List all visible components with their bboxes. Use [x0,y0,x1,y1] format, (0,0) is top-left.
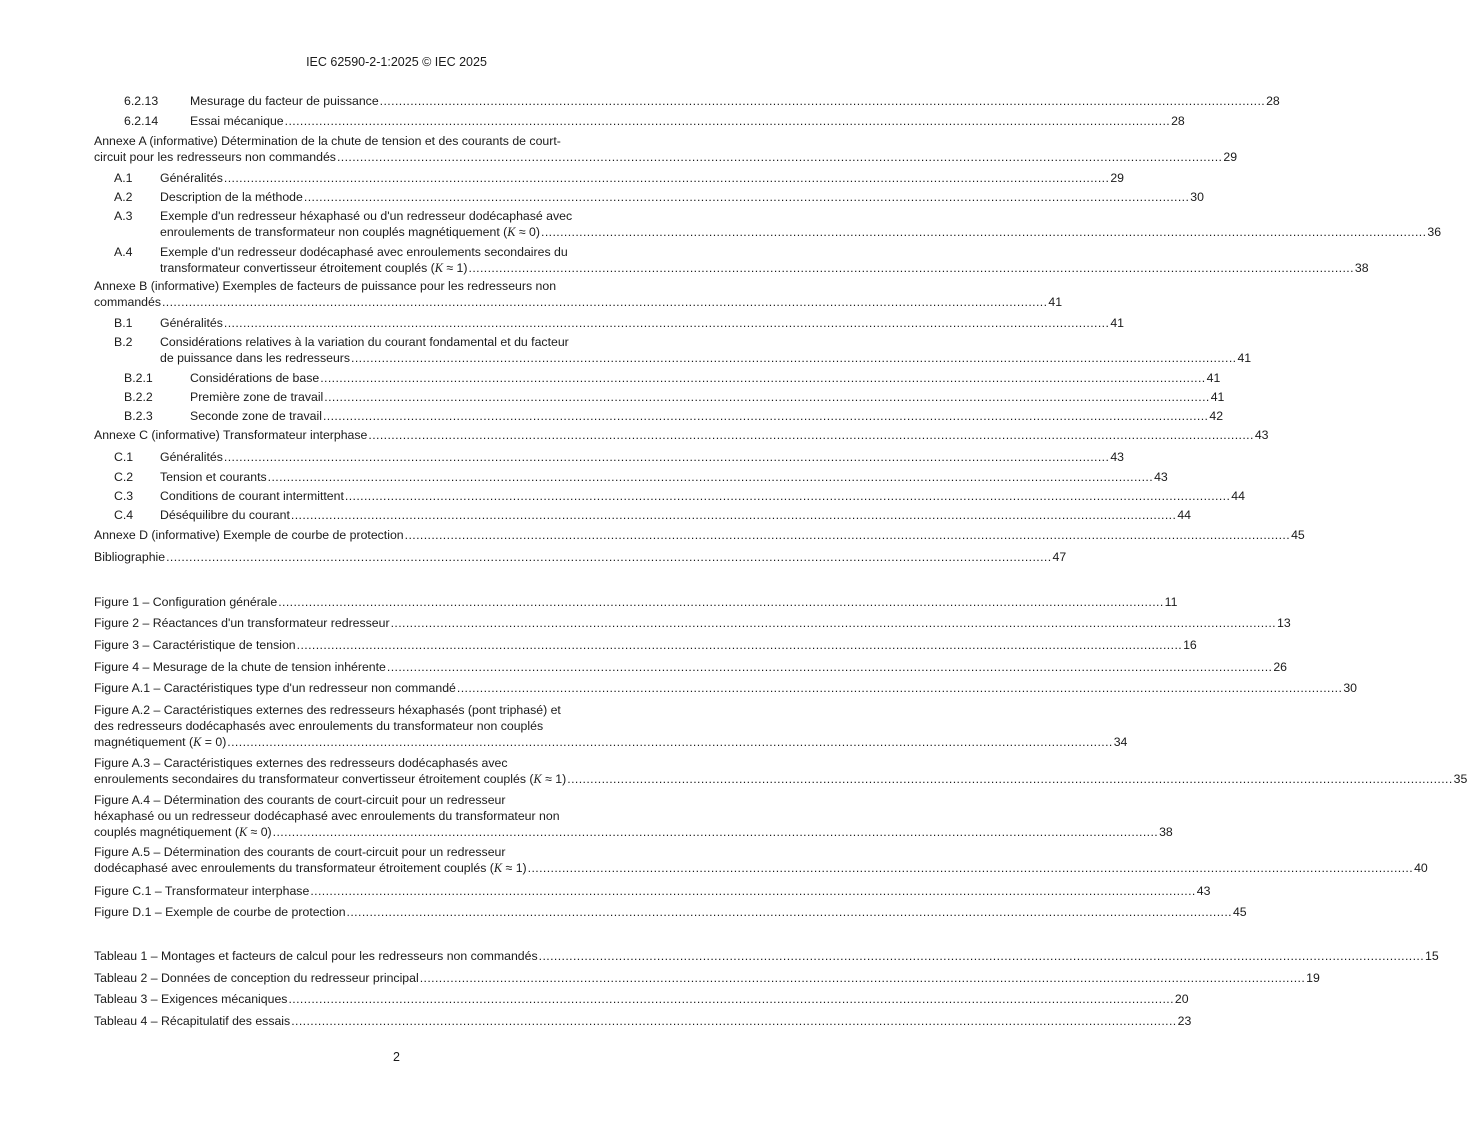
dot-leader [227,735,1112,750]
dot-leader [541,225,1426,240]
page-reference[interactable]: 43 [1154,470,1168,484]
entry-title-line: commandés [94,295,161,309]
page-reference[interactable]: 41 [1206,371,1221,385]
dot-leader [345,489,1230,504]
entry-number: B.2.3 [124,409,153,423]
entry-title-line: de puissance dans les redresseurs [160,351,351,365]
entry-title-line: Exemple d'un redresseur dodécaphasé avec enroulements secondaires du [160,245,568,259]
entry-title [94,703,1127,750]
dot-leader [278,595,1163,610]
entry-number: A.2 [114,190,133,204]
dot-leader [285,114,1170,129]
entry-title [160,209,1441,240]
entry-title [160,508,1191,523]
entry-title [94,793,1173,840]
page-reference[interactable]: 36 [1427,225,1442,239]
entry-title-line: couplés magnétiquement (K ≈ 0) [94,825,272,839]
dot-leader [268,470,1153,485]
variable-k: K [533,772,542,786]
toc-entry[interactable] [94,550,1067,565]
dot-leader [420,971,1305,986]
toc-entry[interactable] [94,134,1238,165]
variable-k: K [434,261,443,275]
entry-title [190,390,1224,405]
page-number: 2 [393,1050,400,1064]
entry-title-line: Figure 1 – Configuration générale [94,595,278,609]
entry-title-line: dodécaphasé avec enroulements du transformateur étroitement couplés (K ≈ 1) [94,861,527,875]
toc-entry[interactable] [94,508,1191,523]
toc-entry[interactable] [94,94,1280,109]
entry-number: A.4 [114,245,133,259]
entry-title-line: magnétiquement (K = 0) [94,735,227,749]
toc-entry[interactable] [94,190,1204,205]
entry-title [94,681,1357,696]
variable-k: K [507,225,516,239]
dot-leader [337,150,1222,165]
entry-title [94,1014,1191,1029]
entry-title [94,905,1247,920]
figure-entry[interactable] [94,884,1211,899]
dot-leader [224,171,1109,186]
dot-leader [291,508,1176,523]
entry-title [94,845,1428,876]
dot-leader [368,428,1253,443]
page-reference[interactable]: 30 [1343,681,1357,695]
entry-title-line: Figure 3 – Caractéristique de tension [94,638,296,652]
entry-title-line: Figure 4 – Mesurage de la chute de tension inhérente [94,660,386,674]
page-reference[interactable]: 28 [1266,94,1280,108]
entry-title [94,528,1305,543]
figure-entry[interactable] [94,845,1428,876]
entry-title [94,992,1189,1007]
dot-leader [310,884,1195,899]
toc-entry[interactable] [94,428,1269,443]
dot-leader [288,992,1173,1007]
entry-title-line: Conditions de courant intermittent [160,489,344,503]
entry-title-line: Annexe D (informative) Exemple de courbe de protection [94,528,404,542]
page-reference[interactable]: 35 [1453,772,1467,786]
toc-entry[interactable] [94,528,1305,543]
dot-leader [166,550,1051,565]
entry-title-line: Exemple d'un redresseur héxaphasé ou d'un redresseur dodécaphasé avec [160,209,573,223]
entry-title-line: circuit pour les redresseurs non commandés [94,150,336,164]
entry-title-line: Tension et courants [160,470,267,484]
entry-title-line: Essai mécanique [190,114,284,128]
page-reference[interactable]: 41 [1110,316,1124,330]
entry-title-line: Tableau 2 – Données de conception du redresseur principal [94,971,419,985]
dot-leader [297,638,1182,653]
entry-title [94,638,1197,653]
dot-leader [457,681,1342,696]
dot-leader [528,861,1413,876]
entry-title-line: Figure 2 – Réactances d'un transformateur redresseur [94,616,390,630]
figure-entry[interactable] [94,756,1467,787]
dot-leader [304,190,1189,205]
entry-title-line: Figure C.1 – Transformateur interphase [94,884,310,898]
dot-leader [224,316,1109,331]
entry-number: B.2.1 [124,371,153,385]
entry-title-line: Généralités [160,171,223,185]
entry-title-line: Figure D.1 – Exemple de courbe de protection [94,905,346,919]
page-reference[interactable]: 34 [1113,735,1128,749]
toc-entry[interactable] [94,390,1225,405]
dot-leader [391,616,1276,631]
page-reference[interactable]: 44 [1177,508,1191,522]
entry-number: A.3 [114,209,133,223]
entry-title [94,616,1291,631]
entry-title [160,450,1124,465]
table-entry[interactable] [94,1014,1192,1029]
dot-leader [387,660,1272,675]
entry-number: C.1 [114,450,134,464]
variable-k: K [238,825,248,839]
entry-title-line: Considérations de base [190,371,320,385]
entry-number: 6.2.13 [124,94,159,108]
page-reference[interactable]: 44 [1231,489,1245,503]
entry-title-line: Figure A.1 – Caractéristiques type d'un redresseur non commandé [94,681,456,695]
page-reference[interactable]: 47 [1052,550,1067,564]
entry-title [160,316,1124,331]
table-entry[interactable] [94,949,1439,964]
entry-title [94,971,1320,986]
page-reference[interactable]: 23 [1177,1014,1192,1028]
dot-leader [469,261,1354,276]
entry-title-line: Tableau 1 – Montages et facteurs de calcul pour les redresseurs non commandés [94,949,538,963]
page-reference[interactable]: 41 [1210,390,1225,404]
entry-title-line: Généralités [160,450,223,464]
page-reference[interactable]: 40 [1414,861,1428,875]
table-entry[interactable] [94,992,1189,1007]
entry-title-line: Annexe B (informative) Exemples de facteurs de puissance pour les redresseurs non [94,279,557,293]
entry-title-line: Tableau 4 – Récapitulatif des essais [94,1014,291,1028]
toc-entry[interactable] [94,335,1252,366]
entry-title [160,190,1204,205]
dot-leader [291,1014,1176,1029]
figure-entry[interactable] [94,638,1197,653]
entry-title-line: Première zone de travail [190,390,324,404]
page-reference[interactable]: 19 [1306,971,1320,985]
figure-entry[interactable] [94,703,1128,750]
toc-entry[interactable] [94,171,1124,186]
entry-title-line: Figure A.4 – Détermination des courants de court-circuit pour un redresseur [94,793,506,807]
entry-title [190,94,1280,109]
entry-title-line: Tableau 3 – Exigences mécaniques [94,992,288,1006]
dot-leader [162,295,1047,310]
entry-number: B.1 [114,316,133,330]
entry-title [190,409,1223,424]
entry-title-line: Description de la méthode [160,190,303,204]
page-reference[interactable]: 26 [1273,660,1288,674]
toc-entry[interactable] [94,371,1221,386]
entry-number: B.2 [114,335,133,349]
page-reference[interactable]: 38 [1354,261,1369,275]
dot-leader [323,409,1208,424]
entry-title-line: Mesurage du facteur de puissance [190,94,379,108]
entry-title [94,134,1237,165]
page-reference[interactable]: 16 [1183,638,1197,652]
entry-title-line: Seconde zone de travail [190,409,322,423]
entry-number: B.2.2 [124,390,153,404]
dot-leader [351,351,1236,366]
entry-title [160,489,1245,504]
page-reference[interactable]: 11 [1164,595,1178,609]
entry-title [94,279,1062,310]
page-reference[interactable]: 43 [1196,884,1211,898]
dot-leader [380,94,1265,109]
entry-title [94,660,1287,675]
entry-title [94,884,1210,899]
toc-entry[interactable] [94,316,1124,331]
dot-leader [324,390,1209,405]
entry-title [94,595,1177,610]
page-reference[interactable]: 28 [1171,114,1185,128]
page-reference[interactable]: 45 [1232,905,1247,919]
figure-entry[interactable] [94,905,1247,920]
page-reference[interactable]: 45 [1291,528,1305,542]
page-reference[interactable]: 15 [1425,949,1439,963]
toc-entry[interactable] [94,114,1185,129]
entry-title [94,550,1066,565]
entry-title [190,371,1220,386]
entry-number: C.3 [114,489,134,503]
entry-number: C.4 [114,508,134,522]
entry-number: A.1 [114,171,133,185]
page-reference[interactable]: 29 [1223,150,1238,164]
toc-entry[interactable] [94,209,1442,240]
entry-title-line: Figure A.5 – Détermination des courants de court-circuit pour un redresseur [94,845,506,859]
dot-leader [224,450,1109,465]
entry-title-line: Considérations relatives à la variation du courant fondamental et du facteur [160,335,569,349]
table-entry[interactable] [94,971,1320,986]
entry-title-line: enroulements de transformateur non couplés magnétiquement (K ≈ 0) [160,225,540,239]
page-header: IEC 62590-2-1:2025 © IEC 2025 [306,55,487,69]
entry-title-line: Annexe A (informative) Détermination de la chute de tension et des courants de court- [94,134,561,148]
entry-title [160,245,1369,276]
entry-title-line: transformateur convertisseur étroitement couplés (K ≈ 1) [160,261,468,275]
toc-entry[interactable] [94,489,1245,504]
dot-leader [273,825,1158,840]
entry-title-line: Généralités [160,316,223,330]
figure-entry[interactable] [94,616,1291,631]
page-reference[interactable]: 43 [1110,450,1124,464]
dot-leader [347,905,1232,920]
entry-title-line: héxaphasé ou un redresseur dodécaphasé avec enroulements du transformateur non [94,809,560,823]
page-reference[interactable]: 20 [1174,992,1189,1006]
page-reference[interactable]: 38 [1159,825,1173,839]
entry-number: 6.2.14 [124,114,159,128]
entry-title [94,949,1439,964]
entry-title [160,470,1168,485]
toc-entry[interactable] [94,450,1124,465]
entry-title [94,428,1269,443]
dot-leader [567,772,1452,787]
entry-title-line: Annexe C (informative) Transformateur interphase [94,428,368,442]
page-reference[interactable]: 41 [1237,351,1252,365]
entry-title [94,756,1467,787]
toc-entry[interactable] [94,409,1224,424]
entry-title [160,171,1124,186]
toc-entry[interactable] [94,470,1168,485]
page-reference[interactable]: 29 [1110,171,1124,185]
toc-entry[interactable] [94,245,1369,276]
figure-entry[interactable] [94,681,1357,696]
figure-entry[interactable] [94,660,1288,675]
variable-k: K [493,861,503,875]
figure-entry[interactable] [94,595,1178,610]
entry-title-line: enroulements secondaires du transformateur convertisseur étroitement couplés (K ≈ 1) [94,772,567,786]
entry-number: C.2 [114,470,134,484]
dot-leader [405,528,1290,543]
entry-title-line: Figure A.3 – Caractéristiques externes des redresseurs dodécaphasés avec [94,756,508,770]
toc-entry[interactable] [94,279,1063,310]
page-reference[interactable]: 43 [1254,428,1269,442]
variable-k: K [193,735,202,749]
entry-title [190,114,1185,129]
entry-title-line: des redresseurs dodécaphasés avec enroulements du transformateur non couplés [94,719,544,733]
page-reference[interactable]: 30 [1190,190,1204,204]
page-reference[interactable]: 41 [1048,295,1063,309]
page-reference[interactable]: 42 [1209,409,1224,423]
entry-title-line: Bibliographie [94,550,166,564]
entry-title-line: Déséquilibre du courant [160,508,290,522]
entry-title [160,335,1251,366]
dot-leader [539,949,1424,964]
page-reference[interactable]: 13 [1277,616,1291,630]
figure-entry[interactable] [94,793,1173,840]
dot-leader [320,371,1205,386]
entry-title-line: Figure A.2 – Caractéristiques externes des redresseurs héxaphasés (pont triphasé) et [94,703,561,717]
